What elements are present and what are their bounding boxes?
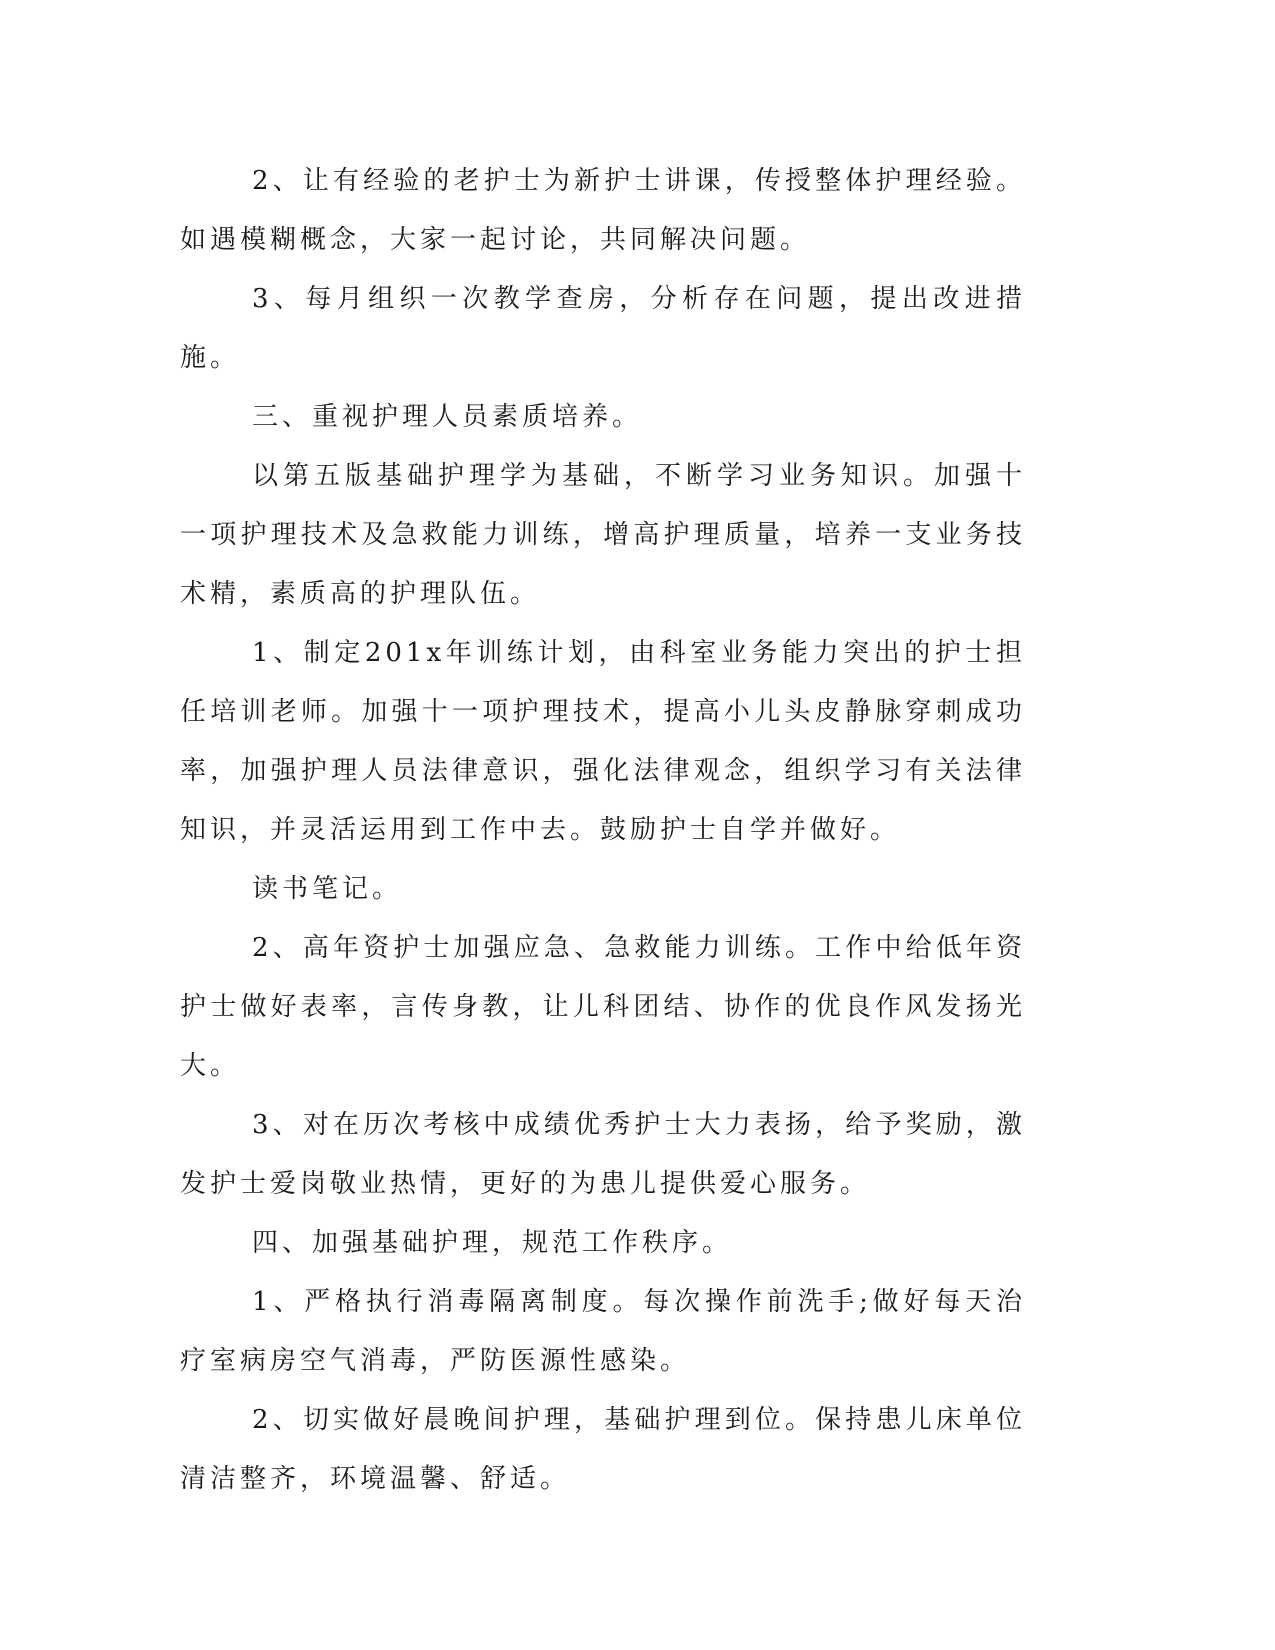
- document-body: [180, 152, 1026, 1509]
- paragraph: 2、高年资护士加强应急、急救能力训练。工作中给低年资护士做好表率，言传身教，让儿科团结、协作的优良作风发扬光大。: [180, 933, 1026, 1081]
- paragraph: 1、严格执行消毒隔离制度。每次操作前洗手;做好每天治疗室病房空气消毒，严防医源性感染。: [180, 1287, 1026, 1376]
- paragraph: 1、制定201x年训练计划，由科室业务能力突出的护士担任培训老师。加强十一项护理技术，提高小儿头皮静脉穿刺成功率，加强护理人员法律意识，强化法律观念，组织学习有关法律知识，并灵活运用到工作中去。鼓励护士自学并做好。: [180, 638, 1026, 845]
- paragraph: 读书笔记。: [252, 874, 403, 904]
- paragraph: 2、让有经验的老护士为新护士讲课，传授整体护理经验。如遇模糊概念，大家一起讨论，共同解决问题。: [180, 166, 1026, 255]
- section-heading: 四、加强基础护理，规范工作秩序。: [252, 1228, 733, 1258]
- paragraph: 3、每月组织一次教学查房，分析存在问题，提出改进措施。: [180, 284, 1026, 373]
- paragraph: 以第五版基础护理学为基础，不断学习业务知识。加强十一项护理技术及急救能力训练，增高护理质量，培养一支业务技术精，素质高的护理队伍。: [180, 461, 1026, 609]
- section-heading: 三、重视护理人员素质培养。: [252, 402, 643, 432]
- paragraph: 2、切实做好晨晚间护理，基础护理到位。保持患儿床单位清洁整齐，环境温馨、舒适。: [180, 1405, 1026, 1494]
- paragraph: 3、对在历次考核中成绩优秀护士大力表扬，给予奖励，激发护士爱岗敬业热情，更好的为患儿提供爱心服务。: [180, 1110, 1026, 1199]
